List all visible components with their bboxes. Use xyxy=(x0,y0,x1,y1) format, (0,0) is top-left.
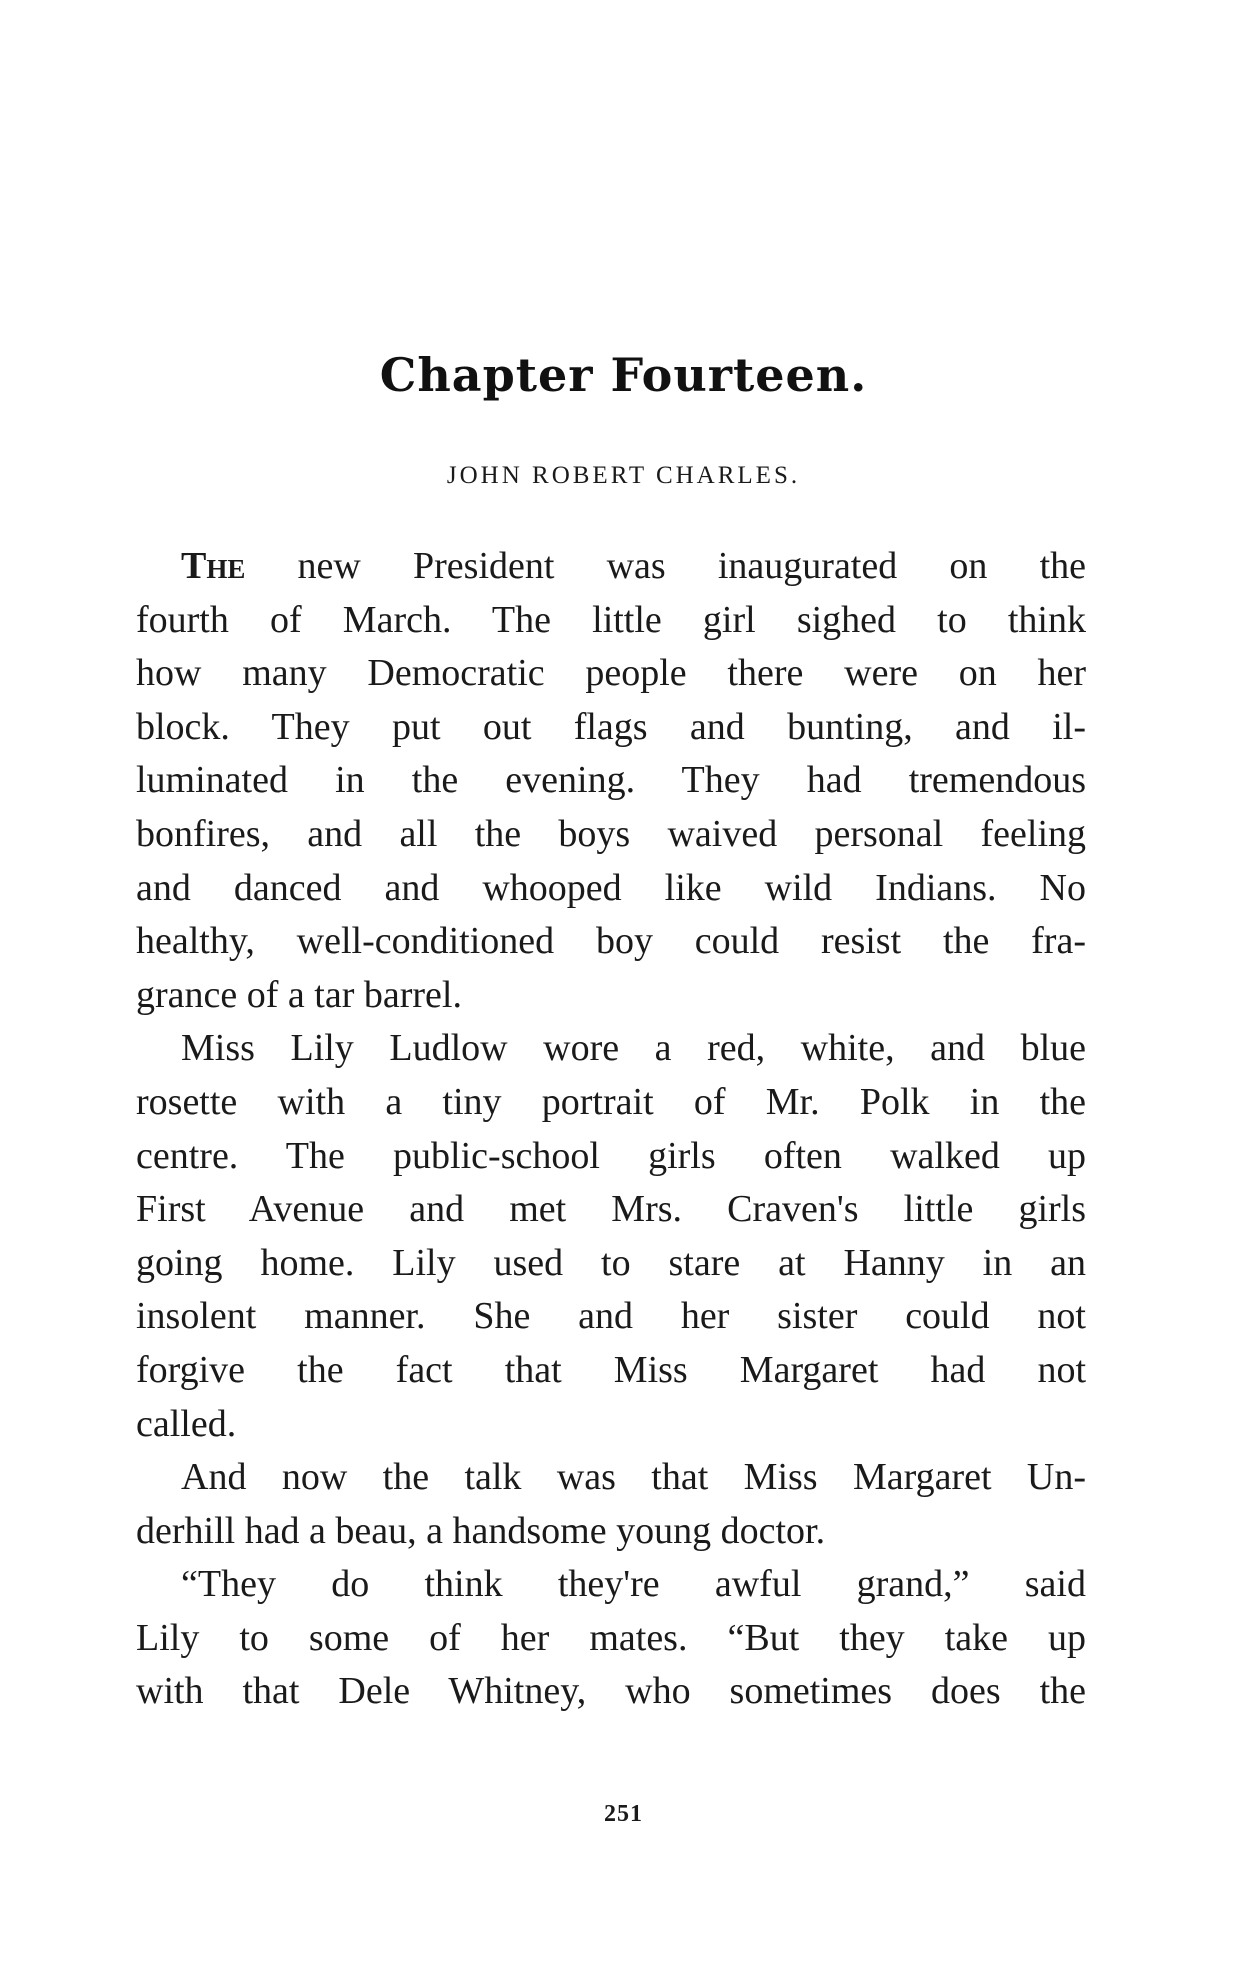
text-line: healthy, well-conditioned boy could resist the fra- xyxy=(136,920,1086,963)
chapter-title: Chapter Fourteen. xyxy=(379,348,868,402)
text-line: going home. Lily used to stare at Hanny in an xyxy=(136,1241,1086,1284)
text-line: forgive the fact that Miss Margaret had not xyxy=(136,1348,1086,1391)
text-line: and danced and whooped like wild Indians. No xyxy=(136,866,1086,909)
text-line: grance of a tar barrel. xyxy=(136,973,462,1016)
text-line: centre. The public-school girls often walked up xyxy=(136,1134,1086,1177)
text-line: Miss Lily Ludlow wore a red, white, and blue xyxy=(181,1027,1086,1070)
text-line: derhill had a beau, a handsome young doctor. xyxy=(136,1509,826,1552)
text-line: bonfires, and all the boys waived personal feeling xyxy=(136,812,1086,855)
text-line: The new President was inaugurated on the xyxy=(181,545,1086,587)
body-text xyxy=(136,540,1086,1719)
text-line: First Avenue and met Mrs. Craven's little girls xyxy=(136,1188,1086,1231)
text-line: called. xyxy=(136,1402,237,1445)
drop-word: The xyxy=(181,545,246,587)
text-line: insolent manner. She and her sister could not xyxy=(136,1295,1086,1338)
text-line: block. They put out flags and bunting, and il- xyxy=(136,705,1086,748)
text-line: luminated in the evening. They had tremendous xyxy=(136,759,1086,802)
page-number: 251 xyxy=(604,1801,643,1827)
text-line: “They do think they're awful grand,” said xyxy=(181,1563,1086,1606)
text-line: And now the talk was that Miss Margaret Un- xyxy=(181,1456,1086,1499)
text-line: how many Democratic people there were on her xyxy=(136,652,1086,695)
text-line: rosette with a tiny portrait of Mr. Polk in the xyxy=(136,1080,1086,1123)
text-line: Lily to some of her mates. “But they take up xyxy=(136,1616,1086,1659)
text-line: fourth of March. The little girl sighed to think xyxy=(136,598,1086,641)
chapter-subtitle: JOHN ROBERT CHARLES. xyxy=(446,462,801,489)
text-line: with that Dele Whitney, who sometimes does the xyxy=(136,1670,1086,1713)
